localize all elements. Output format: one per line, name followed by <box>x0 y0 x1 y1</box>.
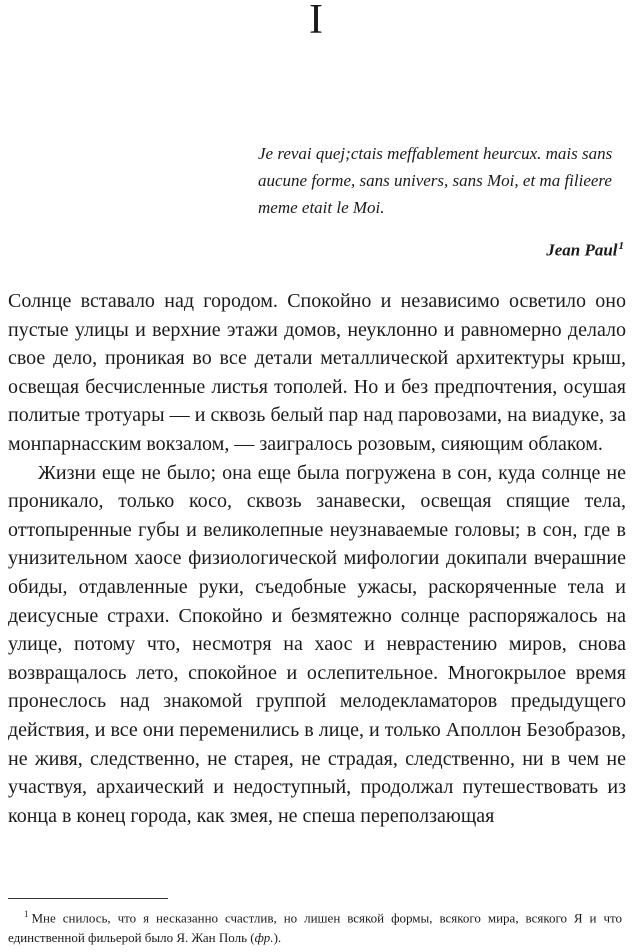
footnote-text: Мне снилось, что я несказанно счастлив, но лишен всякой формы, всякого мира, всякого Я и что единственной фильерой было Я. Жан Поль ( <box>8 910 622 946</box>
footnote-divider <box>8 898 168 899</box>
chapter-number: I <box>309 0 323 43</box>
epigraph-author-name: Jean Paul <box>546 240 618 260</box>
footnote-lang-abbr: фр. <box>254 930 274 946</box>
main-text <box>8 287 626 830</box>
paragraph-1: Солнце вставало над городом. Спокойно и независимо осветило оно пустые улицы и верхние этажи домов, неуклонно и равномерно делало свое дело, проникая во все детали металлической архитектуры крыш, освещая бесчисленные листья тополей. Но и без предпочтения, осушая политые тротуары — и сквозь белый пар над паровозами, на виадуке, за монпарнасским вокзалом, — заигралось розовым, сияющим облаком. <box>8 290 626 455</box>
footnote-mark: 1 <box>24 909 29 919</box>
epigraph-author <box>546 240 624 261</box>
epigraph-text: Je revai quej;ctais meffablement heurcux. mais sans aucune forme, sans univers, sans Moi, et ma filieere meme etait le Moi. <box>258 144 613 217</box>
footnote-reference[interactable]: 1 <box>618 240 624 252</box>
footnote-tail: ). <box>273 930 282 946</box>
footnote <box>8 904 622 948</box>
paragraph-2: Жизни еще не было; она еще была погружена в сон, куда солнце не проникало, только косо, сквозь занавески, освещая спящие тела, оттопыренные губы и великолепные неузнаваемые головы; в сон, где в унизительном хаосе физиологической мифологии докипали вчерашние обиды, отдавленные руки, съедобные ужасы, раскоряченные тела и деисусные страхи. Спокойно и безмятежно солнце распоряжалось на улице, потому что, несмотря на хаос и неврастению миров, снова возвращалось лето, спокойное и ослепительное. Многокрылое время пронеслось над знакомой группой мелодекламаторов предыдущего действия, и все они переменились в лице, и только Аполлон Безобразов, не живя, следственно, не старея, не страдая, следственно, ни в чем не участвуя, архаический и недоступный, продолжал путешествовать из конца в конец города, как змея, не спеша переползающая <box>8 461 626 827</box>
